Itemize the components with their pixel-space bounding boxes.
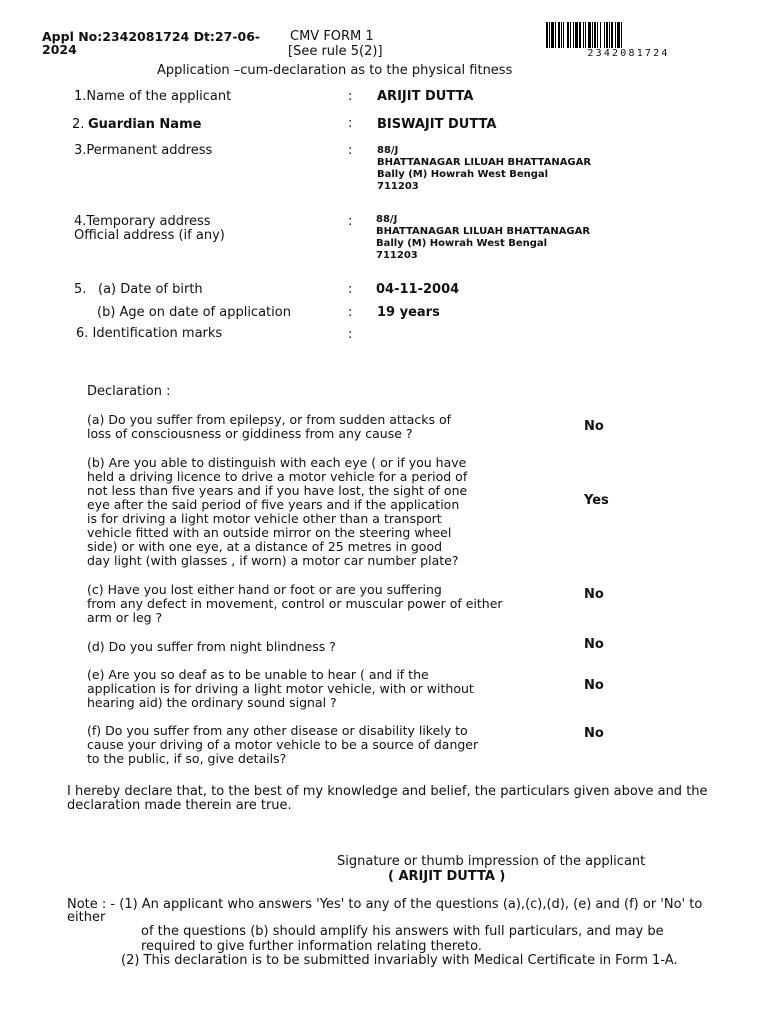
signature-label: Signature or thumb impression of the applicant [337,854,646,869]
age-label: (b) Age on date of application [97,305,291,320]
form-rule: [See rule 5(2)] [288,44,383,59]
note-line-2: either [67,910,106,925]
answer-d: No [584,637,604,652]
answer-f: No [584,726,604,741]
declaration-statement: I hereby declare that, to the best of my knowledge and belief, the particulars given above and the declaration made therein are true. [67,784,708,813]
dob-label: (a) Date of birth [98,282,203,297]
guardian-value: BISWAJIT DUTTA [377,117,497,132]
answer-b: Yes [584,493,609,508]
official-address-label: Official address (if any) [74,228,225,243]
application-number: Appl No:2342081724 Dt:27-06- [42,29,261,44]
identification-marks-label: 6. Identification marks [76,326,223,341]
barcode [546,22,711,59]
guardian-number: 2. [72,117,85,132]
form-subtitle: Application –cum-declaration as to the physical fitness [157,63,513,78]
note-line-5: (2) This declaration is to be submitted invariably with Medical Certificate in Form 1-A. [121,953,678,968]
barcode-bar [622,22,624,48]
application-number-year: 2024 [42,42,77,57]
name-label: 1.Name of the applicant [74,89,232,104]
colon: : [348,214,353,229]
declaration-heading: Declaration : [87,384,171,399]
guardian-label: Guardian Name [88,117,202,132]
colon: : [348,282,353,297]
temporary-address-label: 4.Temporary address [74,214,211,229]
question-e: (e) Are you so deaf as to be unable to hear ( and if the application is for driving a light motor vehicle, with or without hearing aid) the ordinary sound signal ? [87,667,474,710]
barcode-bars [546,22,711,48]
note-line-1: Note : - (1) An applicant who answers 'Yes' to any of the questions (a),(c),(d), (e) and (f) or 'No' to [67,897,703,912]
question-c: (c) Have you lost either hand or foot or are you suffering from any defect in movement, control or muscular power of either arm or leg ? [87,582,503,625]
colon: : [348,89,353,104]
temporary-address: 88/J BHATTANAGAR LILUAH BHATTANAGAR Bally (M) Howrah West Bengal 711203 [376,214,591,261]
colon: : [348,116,353,131]
question-a: (a) Do you suffer from epilepsy, or from sudden attacks of loss of consciousness or giddiness from any cause ? [87,412,452,441]
answer-a: No [584,419,604,434]
answer-c: No [584,587,604,602]
question-b: (b) Are you able to distinguish with each eye ( or if you have held a driving licence to drive a motor vehicle for a period of not less than five years and if you have lost, the sight of one eye after the said period of five years and if the application is for driving a light motor vehicle other than a transport vehicle fitted with an outside mirror on the steering wheel side) or with one eye, at a distance of 25 metres in good day light (with glasses , if worn) a motor car number plate? [87,455,468,568]
question-f: (f) Do you suffer from any other disease or disability likely to cause your driving of a motor vehicle to be a source of danger to the public, if so, give details? [87,723,479,766]
permanent-address: 88/J BHATTANAGAR LILUAH BHATTANAGAR Bally (M) Howrah West Bengal 711203 [377,145,592,192]
colon: : [348,143,353,158]
colon: : [348,305,353,320]
colon: : [348,327,353,342]
dob-value: 04-11-2004 [376,282,460,297]
note-line-4: required to give further information relating thereto. [141,939,482,954]
permanent-address-label: 3.Permanent address [74,143,213,158]
answer-e: No [584,678,604,693]
form-title: CMV FORM 1 [290,29,374,44]
barcode-number: 2342081724 [587,48,670,59]
dob-number: 5. [74,282,87,297]
note-line-3: of the questions (b) should amplify his answers with full particulars, and may be [141,924,664,939]
age-value: 19 years [377,305,440,320]
signature-name: ( ARIJIT DUTTA ) [388,869,506,884]
name-value: ARIJIT DUTTA [377,89,474,104]
question-d: (d) Do you suffer from night blindness ? [87,639,336,654]
